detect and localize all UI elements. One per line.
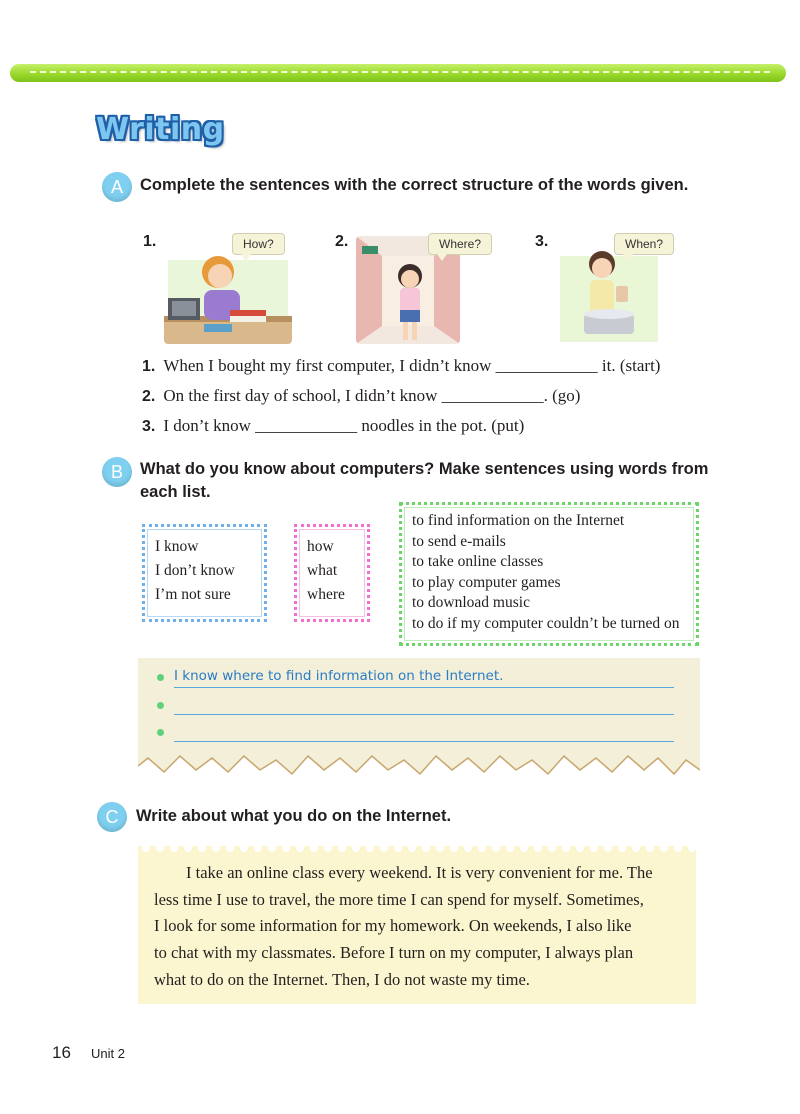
paragraph-line-4: to chat with my classmates. Before I turn on my computer, I always plan (154, 943, 634, 962)
word-list-infinitives-item: to download music (412, 594, 530, 612)
sentence-1 (142, 356, 660, 376)
answer-line-2[interactable] (174, 714, 674, 715)
sentence-1-number: 1. (142, 358, 156, 375)
paragraph-line-3: I look for some information for my homework. On weekends, I also like (154, 916, 632, 935)
answer-bullet-1 (157, 674, 164, 681)
picture-3-number: 3. (535, 233, 549, 250)
word-list-infinitives-item: to do if my computer couldn’t be turned on (412, 614, 680, 632)
unit-label: Unit 2 (91, 1046, 125, 1061)
picture-1-number: 1. (143, 233, 157, 250)
word-list-question-words-item: what (307, 562, 338, 579)
picture-2-number: 2. (335, 233, 349, 250)
sentence-3 (142, 416, 524, 436)
picture-2-speech-bubble: Where? (428, 233, 492, 255)
section-b-instruction: What do you know about computers? Make sentences using words from each list. (140, 460, 709, 501)
sentence-3-number: 3. (142, 418, 156, 435)
answer-bullet-2 (157, 702, 164, 709)
sentence-2-text: On the first day of school, I didn’t know ____________. (go) (163, 386, 581, 405)
word-list-question-words (294, 524, 370, 622)
word-list-infinitives-item: to find information on the Internet (412, 512, 625, 529)
paragraph-line-1: I take an online class every weekend. It is very convenient for me. The (186, 863, 653, 882)
section-a-instruction: Complete the sentences with the correct structure of the words given. (140, 176, 689, 194)
word-list-question-words-item: where (307, 586, 345, 603)
sentence-2 (142, 386, 580, 406)
paragraph-line-2: less time I use to travel, the more time I can spend for myself. Sometimes, (154, 890, 644, 909)
word-list-subjects-item: I’m not sure (155, 586, 231, 603)
word-list-subjects-item: I don’t know (155, 562, 235, 579)
picture-3-speech-bubble: When? (614, 233, 674, 255)
word-list-subjects-item: I know (155, 538, 199, 555)
example-answer: I know where to find information on the Internet. (174, 668, 504, 684)
word-list-question-words-item: how (307, 538, 334, 555)
word-list-infinitives-item: to send e-mails (412, 532, 506, 550)
page-title: Writing (96, 112, 225, 147)
answer-line-3[interactable] (174, 741, 674, 742)
section-b-badge: B (102, 457, 132, 487)
answer-line-1[interactable] (174, 687, 674, 688)
sentence-3-text: I don’t know ____________ noodles in the pot. (put) (163, 416, 525, 435)
paragraph-line-5: what to do on the Internet. Then, I do not waste my time. (154, 970, 530, 989)
answer-bullet-3 (157, 729, 164, 736)
section-a-badge: A (102, 172, 132, 202)
sentence-2-number: 2. (142, 388, 156, 405)
picture-1-speech-bubble: How? (232, 233, 285, 255)
word-list-infinitives (399, 502, 699, 646)
top-banner (10, 64, 786, 82)
banner-stitch (30, 71, 770, 73)
section-c-badge: C (97, 802, 127, 832)
page-number: 16 (52, 1043, 71, 1062)
word-list-subjects (142, 524, 267, 622)
word-list-infinitives-item: to take online classes (412, 553, 544, 571)
sentence-1-text: When I bought my first computer, I didn’t know ____________ it. (start) (163, 356, 661, 375)
section-c-instruction: Write about what you do on the Internet. (136, 807, 452, 825)
word-list-infinitives-item: to play computer games (412, 573, 561, 591)
